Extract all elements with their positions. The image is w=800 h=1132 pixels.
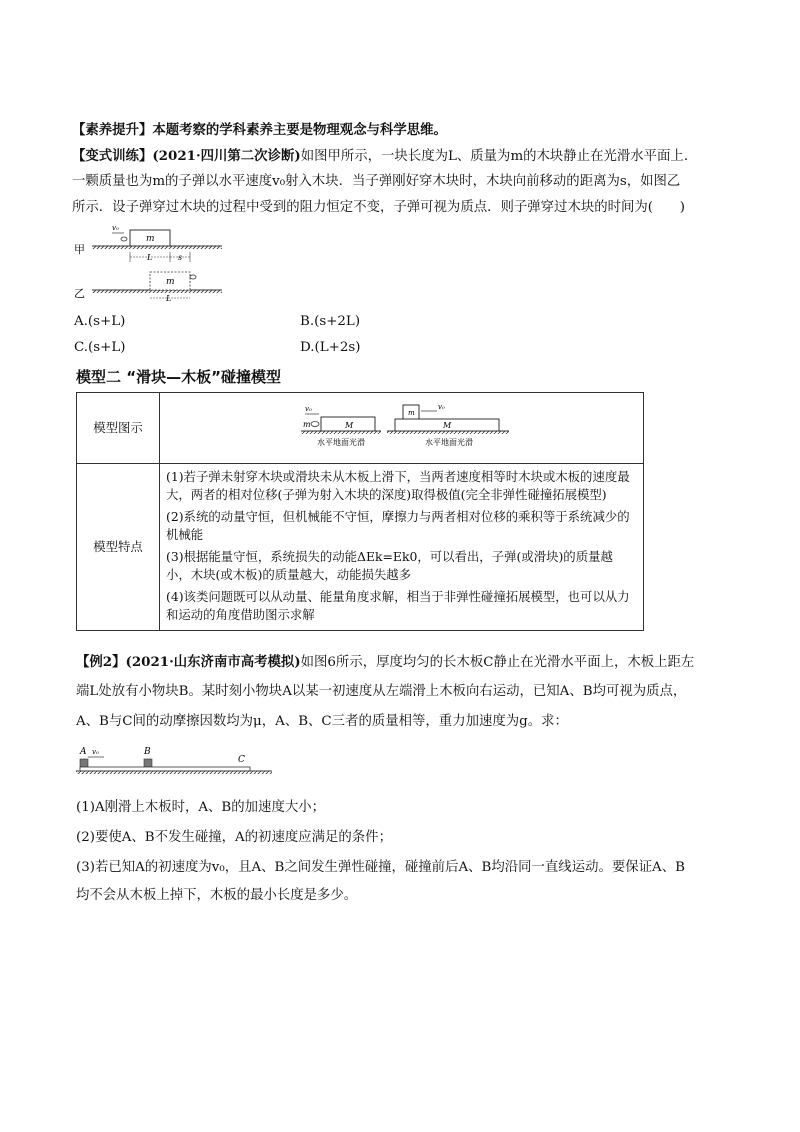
board-mass: M bbox=[442, 420, 451, 430]
fig6-v0-label: v₀ bbox=[92, 748, 99, 756]
example-source: (2021·山东济南市高考模拟) bbox=[125, 654, 301, 670]
bullet-velocity-label: v₀ bbox=[112, 224, 119, 232]
slider-mass: m bbox=[407, 408, 415, 417]
option-c: C.(s+L) bbox=[74, 340, 126, 355]
example-text-1: 如图6所示，厚度均匀的长木板C静止在光滑水平面上，木板上距左 bbox=[300, 655, 695, 670]
left-bullet-mass: m bbox=[302, 419, 311, 429]
variant-source: (2021·四川第二次诊断) bbox=[152, 148, 301, 164]
model-table bbox=[76, 392, 644, 631]
right-caption: 水平地面光滑 bbox=[424, 437, 473, 447]
dim-L-yi-label: L bbox=[166, 294, 172, 303]
section-heading: 模型二 “滑块—木板”碰撞模型 bbox=[76, 368, 281, 386]
feature-point-3: (3)根据能量守恒，系统损失的动能ΔEk=Ek0，可以看出，子弹(或滑块)的质量越小，木块(或木板)的质量越大，动能损失越多 bbox=[166, 549, 613, 582]
dim-s-label: s bbox=[178, 253, 183, 262]
question-2: (2)要使A、B不发生碰撞，A的初速度应满足的条件； bbox=[76, 830, 392, 845]
row-figure-cell bbox=[160, 393, 644, 464]
left-ground-hatch bbox=[301, 431, 381, 434]
dim-L-jia-label: L bbox=[147, 253, 153, 262]
example-line-1 bbox=[76, 648, 736, 677]
table-row-features bbox=[77, 464, 644, 631]
bullet-jia bbox=[121, 237, 127, 241]
board-c bbox=[80, 767, 250, 771]
block-yi-mass: m bbox=[166, 277, 175, 287]
feature-point-4: (4)该类问题既可以从动量、能量角度求解，相当于非弹性碰撞拓展模型，也可以从力和运动的角度借助图示求解 bbox=[166, 589, 630, 622]
feature-point-2: (2)系统的动量守恒，但机械能不守恒，摩擦力与两者相对位移的乘积等于系统减少的机械能 bbox=[166, 509, 630, 542]
example-line-2: 端L处放有小物块B。某时刻小物块A以某一初速度从左端滑上木板向右运动，已知A、B均可视为质点， bbox=[76, 684, 687, 699]
right-ground-hatch bbox=[387, 431, 509, 434]
option-d: D.(L+2s) bbox=[300, 340, 361, 355]
fig6-label-b: B bbox=[144, 747, 151, 757]
intro-paragraph bbox=[72, 116, 732, 145]
left-v0-label: v₀ bbox=[304, 404, 312, 413]
row-label-features: 模型特点 bbox=[77, 464, 160, 631]
fig6-label-a: A bbox=[80, 747, 87, 757]
bullet-block-figure bbox=[72, 222, 232, 304]
variant-line-1 bbox=[72, 142, 732, 171]
variant-text-1: 如图甲所示，一块长度为L、质量为m的木块静止在光滑水平面上． bbox=[300, 149, 698, 164]
question-1: (1)A刚滑上木板时，A、B的加速度大小； bbox=[76, 800, 326, 815]
row-features-cell bbox=[160, 464, 644, 631]
block-a bbox=[80, 759, 88, 767]
block-jia-mass: m bbox=[146, 234, 155, 244]
left-bullet bbox=[311, 421, 319, 426]
bullet-yi bbox=[190, 275, 196, 279]
fig6-ground-hatch bbox=[76, 771, 272, 774]
question-3-line-1: (3)若已知A的初速度为v₀，且A、B之间发生弹性碰撞，碰撞前后A、B均沿同一直线运动。要保证A、B bbox=[76, 860, 685, 875]
option-b: B.(s+2L) bbox=[300, 314, 361, 329]
left-block-mass: M bbox=[344, 420, 353, 430]
slider-board-figure bbox=[287, 397, 517, 455]
option-a: A.(s+L) bbox=[74, 314, 126, 329]
variant-line-2: 一颗质量也为m的子弹以水平速度v₀射入木块．当子弹刚好穿木块时，木块向前移动的距离为s，如图乙 bbox=[72, 174, 681, 189]
row-label-figure: 模型图示 bbox=[77, 393, 160, 464]
block-b bbox=[144, 759, 152, 767]
variant-tag: 【变式训练】 bbox=[72, 148, 153, 164]
table-row-figure bbox=[77, 393, 644, 464]
fig-yi-label: 乙 bbox=[74, 287, 85, 300]
intro-text: 本题考察的学科素养主要是物理观念与科学思维。 bbox=[152, 122, 447, 138]
question-3-line-2: 均不会从木板上掉下，木板的最小长度是多少。 bbox=[76, 888, 358, 903]
right-v0-label: v₀ bbox=[437, 402, 445, 411]
ground-hatch-yi bbox=[92, 290, 222, 293]
example-line-3: A、B与C间的动摩擦因数均为μ，A、B、C三者的质量相等，重力加速度为g。求： bbox=[76, 714, 568, 729]
feature-point-1: (1)若子弹未射穿木块或滑块未从木板上滑下，当两者速度相等时木块或木板的速度最大，两者的相对位移(子弹为射入木块的深度)取得极值(完全非弹性碰撞拓展模型) bbox=[166, 469, 630, 502]
fig6-label-c: C bbox=[238, 755, 245, 765]
example-tag: 【例2】 bbox=[76, 654, 126, 670]
variant-line-3: 所示．设子弹穿过木块的过程中受到的阻力恒定不变，子弹可视为质点．则子弹穿过木块的时间为( ) bbox=[72, 200, 686, 215]
board-figure-6 bbox=[76, 744, 276, 778]
left-caption: 水平地面光滑 bbox=[316, 437, 365, 447]
fig-jia-label: 甲 bbox=[74, 243, 85, 256]
intro-tag: 【素养提升】 bbox=[72, 122, 153, 138]
